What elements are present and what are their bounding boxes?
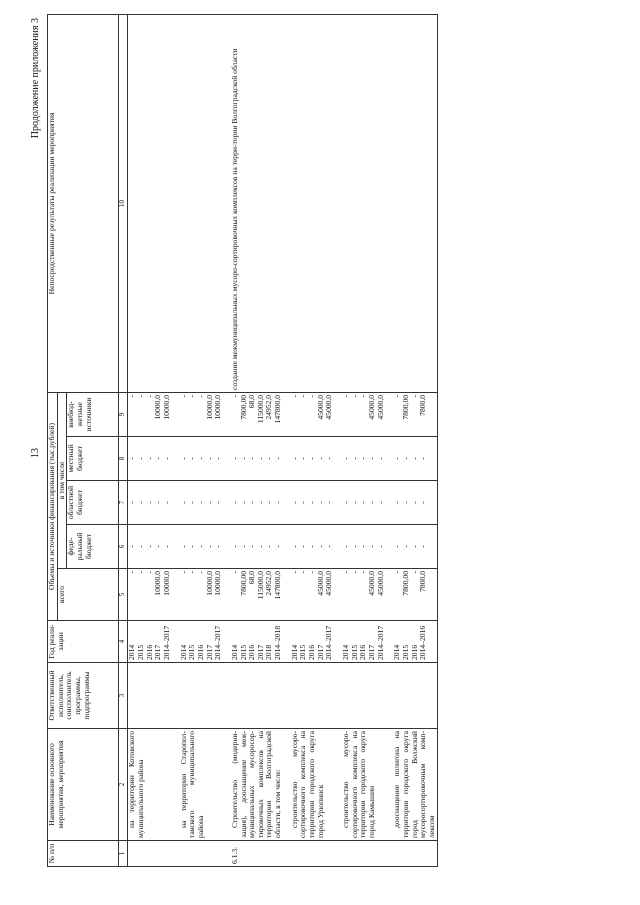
year-cell-value: 2014–2017 [213, 625, 223, 660]
federal-cell-value: - [418, 545, 428, 548]
total-cell-value: - [307, 571, 317, 574]
spacer-cell [385, 663, 393, 729]
spacer-cell [283, 14, 291, 392]
local-cell-value: - [315, 457, 325, 460]
column-number: 10 [119, 14, 128, 392]
year-cell-value: 2018 [264, 644, 274, 660]
total-cell-value: 10000,0 [213, 571, 223, 596]
activity-name: строительство мусоро-сортировочного комплекса на территории городского округа город Урюпинск [291, 729, 334, 841]
column-number: 6 [119, 525, 128, 569]
column-number: 4 [119, 621, 128, 663]
federal-cell-value: - [161, 545, 171, 548]
regional-cell-value: - [204, 501, 214, 504]
year-cell-value: 2014–2017 [161, 625, 171, 660]
federal-cell-value: - [178, 545, 188, 548]
extra-cell [291, 392, 334, 436]
extra-cell-value: 10000,0 [161, 394, 171, 420]
federal-cell-value: - [204, 545, 214, 548]
spacer-cell [334, 14, 342, 392]
page-number: 13 [30, 448, 41, 458]
total-cell-value: 115000,0 [255, 571, 265, 600]
activity-name: на территории Котовского муниципального района [128, 729, 172, 841]
year-cell-value: 2014 [229, 644, 239, 660]
row-number [128, 841, 172, 867]
regional-cell [128, 481, 172, 525]
local-cell-value: - [324, 457, 334, 460]
extra-cell-value: 68,0 [247, 394, 257, 409]
regional-cell-value: - [409, 501, 419, 504]
regional-cell-value: - [341, 501, 351, 504]
regional-cell-value: - [127, 501, 137, 504]
total-cell-value: - [135, 571, 145, 574]
spacer-cell [223, 392, 231, 436]
extra-cell [393, 392, 437, 436]
total-cell-value: - [178, 571, 188, 574]
extra-cell-value: 147800,0 [273, 394, 283, 424]
header-federal: феде-ральный бюджет [67, 525, 119, 569]
spacer-cell [283, 841, 291, 867]
year-cell-value: 2015 [135, 644, 145, 660]
federal-cell [291, 525, 334, 569]
table-row [128, 14, 172, 866]
total-cell [231, 569, 283, 621]
header-name: Наименование основного мероприятия, мероприятия [48, 729, 119, 841]
total-cell-value: - [358, 571, 368, 574]
year-cell [180, 621, 223, 663]
row-number [180, 841, 223, 867]
year-cell-value: 2014 [392, 644, 402, 660]
regional-cell-value: - [264, 501, 274, 504]
extra-cell-value: 45000,0 [375, 394, 385, 420]
spacer-cell [223, 569, 231, 621]
result-cell: создание межмуниципальных мусоро-сортировочных комплексов на терри-тории Волгоградской области [231, 14, 283, 392]
total-cell-value: 45000,0 [375, 571, 385, 596]
federal-cell-value: - [392, 545, 402, 548]
regional-cell-value: - [273, 501, 283, 504]
local-cell-value: - [289, 457, 299, 460]
spacer-cell [385, 569, 393, 621]
row-number [342, 841, 385, 867]
regional-cell-value: - [315, 501, 325, 504]
regional-cell-value: - [213, 501, 223, 504]
responsible-cell [180, 663, 223, 729]
regional-cell-value: - [153, 501, 163, 504]
federal-cell-value: - [341, 545, 351, 548]
federal-cell-value: - [298, 545, 308, 548]
federal-cell-value: - [213, 545, 223, 548]
local-cell-value: - [367, 457, 377, 460]
federal-cell-value: - [401, 545, 410, 548]
federal-cell-value: - [264, 545, 274, 548]
regional-cell [180, 481, 223, 525]
result-cell [291, 14, 334, 392]
spacer-cell [334, 841, 342, 867]
responsible-cell [231, 663, 283, 729]
header-responsible: Ответственный исполнитель, соисполнитель программы, подпрограммы [48, 663, 119, 729]
year-cell-value: 2014–2018 [273, 625, 283, 660]
spacer-cell [172, 841, 180, 867]
regional-cell-value: - [289, 501, 299, 504]
regional-cell-value: - [375, 501, 385, 504]
spacer-cell [172, 569, 180, 621]
federal-cell-value: - [324, 545, 334, 548]
total-cell-value: - [409, 571, 419, 574]
header-local: местный бюджет [67, 437, 119, 481]
local-cell-value: - [204, 457, 214, 460]
total-cell [393, 569, 437, 621]
total-cell-value: 7800,00 [401, 571, 410, 596]
local-cell-value: - [238, 457, 248, 460]
extra-cell [231, 392, 283, 436]
federal-cell [393, 525, 437, 569]
federal-cell [231, 525, 283, 569]
spacer-cell [283, 663, 291, 729]
column-number: 2 [119, 729, 128, 841]
extra-cell [342, 392, 385, 436]
extra-cell-value: - [307, 394, 317, 398]
regional-cell [342, 481, 385, 525]
result-cell [128, 14, 172, 392]
year-cell-value: 2014–2017 [324, 625, 334, 660]
year-cell-value: 2016 [307, 644, 317, 660]
spacer-cell [334, 663, 342, 729]
total-cell-value: - [127, 571, 137, 574]
spacer-cell [172, 663, 180, 729]
extra-cell-value: - [178, 394, 188, 398]
local-cell [231, 437, 283, 481]
result-cell [393, 14, 437, 392]
row-number [291, 841, 334, 867]
year-cell-value: 2017 [153, 644, 163, 660]
extra-cell-value: - [409, 394, 419, 398]
year-cell-value: 2015 [401, 644, 410, 660]
regional-cell-value: - [187, 501, 197, 504]
local-cell [128, 437, 172, 481]
regional-cell-value: - [324, 501, 334, 504]
spacer-cell [172, 14, 180, 392]
regional-cell-value: - [144, 501, 154, 504]
local-cell-value: - [409, 457, 419, 460]
year-cell-value: 2014 [341, 644, 351, 660]
extra-cell-value: 45000,0 [324, 394, 334, 420]
continuation-note: Продолжение приложения 3 [30, 18, 41, 139]
extra-cell-value: 45000,0 [367, 394, 377, 420]
total-cell-value: 45000,0 [367, 571, 377, 596]
extra-cell [128, 392, 172, 436]
regional-cell-value: - [178, 501, 188, 504]
activity-name: на территории Старопол-тавского муниципального района [180, 729, 223, 841]
year-cell [128, 621, 172, 663]
year-cell-value: 2014 [127, 644, 137, 660]
total-cell-value: 45000,0 [315, 571, 325, 596]
regional-cell [291, 481, 334, 525]
local-cell-value: - [255, 457, 265, 460]
extra-cell-value: 10000,0 [213, 394, 223, 420]
regional-cell-value: - [229, 501, 239, 504]
column-number: 3 [119, 663, 128, 729]
header-regional: областной бюджет [67, 481, 119, 525]
spacer-cell [334, 392, 342, 436]
responsible-cell [342, 663, 385, 729]
year-cell-value: 2015 [298, 644, 308, 660]
total-cell [180, 569, 223, 621]
total-cell-value: 10000,0 [153, 571, 163, 596]
local-cell-value: - [229, 457, 239, 460]
extra-cell-value: 7800,00 [401, 394, 410, 420]
total-cell-value: 10000,0 [161, 571, 171, 596]
activity-name: Строительство (модерни-зация), дооснащение меж-муниципальных мусоросор-тировочных комплексов на территории Волгоградской области, в том числе: [231, 729, 283, 841]
year-cell-value: 2014–2016 [418, 625, 428, 660]
extra-cell-value: - [127, 394, 137, 398]
federal-cell-value: - [144, 545, 154, 548]
spacer-cell [283, 569, 291, 621]
table-row [180, 14, 223, 866]
regional-cell-value: - [195, 501, 205, 504]
federal-cell-value: - [135, 545, 145, 548]
local-cell [342, 437, 385, 481]
year-cell [342, 621, 385, 663]
extra-cell-value: - [229, 394, 239, 398]
local-cell-value: - [144, 457, 154, 460]
federal-cell-value: - [247, 545, 257, 548]
year-cell [393, 621, 437, 663]
year-cell-value: 2016 [144, 644, 154, 660]
federal-cell-value: - [255, 545, 265, 548]
total-cell-value: 68,0 [247, 571, 257, 585]
extra-cell-value: - [349, 394, 359, 398]
table-row [291, 14, 334, 866]
local-cell-value: - [273, 457, 283, 460]
column-number: 9 [119, 392, 128, 436]
total-cell [342, 569, 385, 621]
year-cell-value: 2016 [247, 644, 257, 660]
extra-cell-value: - [358, 394, 368, 398]
federal-cell [180, 525, 223, 569]
extra-cell-value: - [144, 394, 154, 398]
extra-cell-value: - [298, 394, 308, 398]
year-cell-value: 2014–2017 [375, 625, 385, 660]
extra-cell-value: 45000,0 [315, 394, 325, 420]
year-cell-value: 2015 [349, 644, 359, 660]
total-cell-value: - [144, 571, 154, 574]
year-cell-value: 2017 [367, 644, 377, 660]
year-cell-value: 2017 [315, 644, 325, 660]
local-cell-value: - [264, 457, 274, 460]
row-number: 6.1.3. [231, 841, 283, 867]
year-cell [291, 621, 334, 663]
extra-cell-value: - [392, 394, 402, 398]
header-no: № п/п [48, 841, 119, 867]
spacer-cell [385, 841, 393, 867]
spacer-cell [172, 392, 180, 436]
regional-cell-value: - [247, 501, 257, 504]
federal-cell-value: - [409, 545, 419, 548]
regional-cell-value: - [392, 501, 402, 504]
federal-cell-value: - [307, 545, 317, 548]
year-cell-value: 2015 [187, 644, 197, 660]
federal-cell-value: - [229, 545, 239, 548]
responsible-cell [393, 663, 437, 729]
column-number: 7 [119, 481, 128, 525]
federal-cell-value: - [187, 545, 197, 548]
local-cell-value: - [153, 457, 163, 460]
extra-cell-value: 10000,0 [153, 394, 163, 420]
federal-cell-value: - [358, 545, 368, 548]
result-cell [180, 14, 223, 392]
table-body [128, 14, 437, 866]
regional-cell-value: - [238, 501, 248, 504]
activity-name: строительство мусоро-сортировочного комплекса на территории городского округа город Камышин [342, 729, 385, 841]
local-cell [393, 437, 437, 481]
total-cell-value: 147800,0 [273, 571, 283, 600]
spacer-cell [334, 569, 342, 621]
local-cell [291, 437, 334, 481]
extra-cell-value: 7800,0 [418, 394, 428, 416]
year-cell-value: 2015 [238, 644, 248, 660]
regional-cell-value: - [418, 501, 428, 504]
extra-cell-value: - [289, 394, 299, 398]
federal-cell-value: - [153, 545, 163, 548]
extra-cell-value: - [195, 394, 205, 398]
local-cell-value: - [127, 457, 137, 460]
regional-cell-value: - [401, 501, 410, 504]
local-cell-value: - [341, 457, 351, 460]
federal-cell-value: - [375, 545, 385, 548]
spacer-cell [283, 392, 291, 436]
spacer-cell [385, 392, 393, 436]
year-cell-value: 2017 [204, 644, 214, 660]
year-cell-value: 2016 [195, 644, 205, 660]
federal-cell-value: - [349, 545, 359, 548]
column-number: 1 [119, 841, 128, 867]
column-number: 8 [119, 437, 128, 481]
extra-cell-value: 7800,00 [238, 394, 248, 420]
local-cell-value: - [358, 457, 368, 460]
responsible-cell [128, 663, 172, 729]
table-header [48, 14, 128, 866]
header-incl: в том числе [57, 392, 67, 568]
year-cell-value: 2014 [178, 644, 188, 660]
federal-cell-value: - [195, 545, 205, 548]
extra-cell-value: 10000,0 [204, 394, 214, 420]
total-cell-value: - [187, 571, 197, 574]
regional-cell [231, 481, 283, 525]
local-cell-value: - [213, 457, 223, 460]
total-cell-value: 7800,0 [418, 571, 428, 592]
table-row [342, 14, 385, 866]
extra-cell-value: - [341, 394, 351, 398]
local-cell-value: - [298, 457, 308, 460]
local-cell-value: - [418, 457, 428, 460]
total-cell-value: 10000,0 [204, 571, 214, 596]
header-extra: внебюд-жетные источники [67, 392, 119, 436]
extra-cell-value: - [135, 394, 145, 398]
extra-cell-value: - [187, 394, 197, 398]
local-cell-value: - [307, 457, 317, 460]
regional-cell-value: - [358, 501, 368, 504]
year-cell-value: 2016 [358, 644, 368, 660]
regional-cell-value: - [135, 501, 145, 504]
spacer-cell [385, 14, 393, 392]
federal-cell-value: - [289, 545, 299, 548]
local-cell-value: - [187, 457, 197, 460]
local-cell-value: - [392, 457, 402, 460]
extra-cell [180, 392, 223, 436]
extra-cell-value: 24952,0 [264, 394, 274, 420]
total-cell-value: 24952,0 [264, 571, 274, 596]
spacer-cell [223, 663, 231, 729]
total-cell-value: - [392, 571, 402, 574]
federal-cell-value: - [273, 545, 283, 548]
local-cell-value: - [195, 457, 205, 460]
financing-table [47, 14, 438, 867]
total-cell-value: - [298, 571, 308, 574]
extra-cell-value: 115000,0 [255, 394, 265, 424]
column-number: 5 [119, 569, 128, 621]
local-cell-value: - [178, 457, 188, 460]
year-cell-value: 2017 [255, 644, 265, 660]
regional-cell-value: - [255, 501, 265, 504]
total-cell-value: - [341, 571, 351, 574]
total-cell-value: - [289, 571, 299, 574]
local-cell-value: - [135, 457, 145, 460]
total-cell-value: 45000,0 [324, 571, 334, 596]
total-cell-value: - [195, 571, 205, 574]
header-year: Год реали-зации [48, 621, 119, 663]
regional-cell-value: - [161, 501, 171, 504]
table-row [231, 14, 283, 866]
total-cell-value: - [349, 571, 359, 574]
activity-name: дооснащение полигона на территории городского округа город Волжский мусоросортировочным комп-лексом [393, 729, 437, 841]
local-cell-value: - [247, 457, 257, 460]
federal-cell [128, 525, 172, 569]
header-volumes: Объемы и источники финансирования (тыс.рублей) [48, 392, 58, 620]
total-cell-value: - [229, 571, 239, 574]
total-cell-value: 7800,00 [238, 571, 248, 596]
regional-cell-value: - [307, 501, 317, 504]
regional-cell-value: - [367, 501, 377, 504]
federal-cell-value: - [367, 545, 377, 548]
federal-cell [342, 525, 385, 569]
regional-cell-value: - [349, 501, 359, 504]
responsible-cell [291, 663, 334, 729]
row-number [393, 841, 437, 867]
federal-cell-value: - [315, 545, 325, 548]
year-cell-value: 2016 [409, 644, 419, 660]
local-cell-value: - [349, 457, 359, 460]
year-cell-value: 2014 [289, 644, 299, 660]
table-row [393, 14, 437, 866]
total-cell [128, 569, 172, 621]
result-cell [342, 14, 385, 392]
local-cell-value: - [401, 457, 410, 460]
regional-cell [393, 481, 437, 525]
regional-cell-value: - [298, 501, 308, 504]
header-results: Непосредственные результаты реализации мероприятия [48, 14, 119, 392]
federal-cell-value: - [127, 545, 137, 548]
header-total: всего [57, 569, 119, 621]
local-cell-value: - [161, 457, 171, 460]
local-cell-value: - [375, 457, 385, 460]
federal-cell-value: - [238, 545, 248, 548]
year-cell [231, 621, 283, 663]
total-cell [291, 569, 334, 621]
local-cell [180, 437, 223, 481]
